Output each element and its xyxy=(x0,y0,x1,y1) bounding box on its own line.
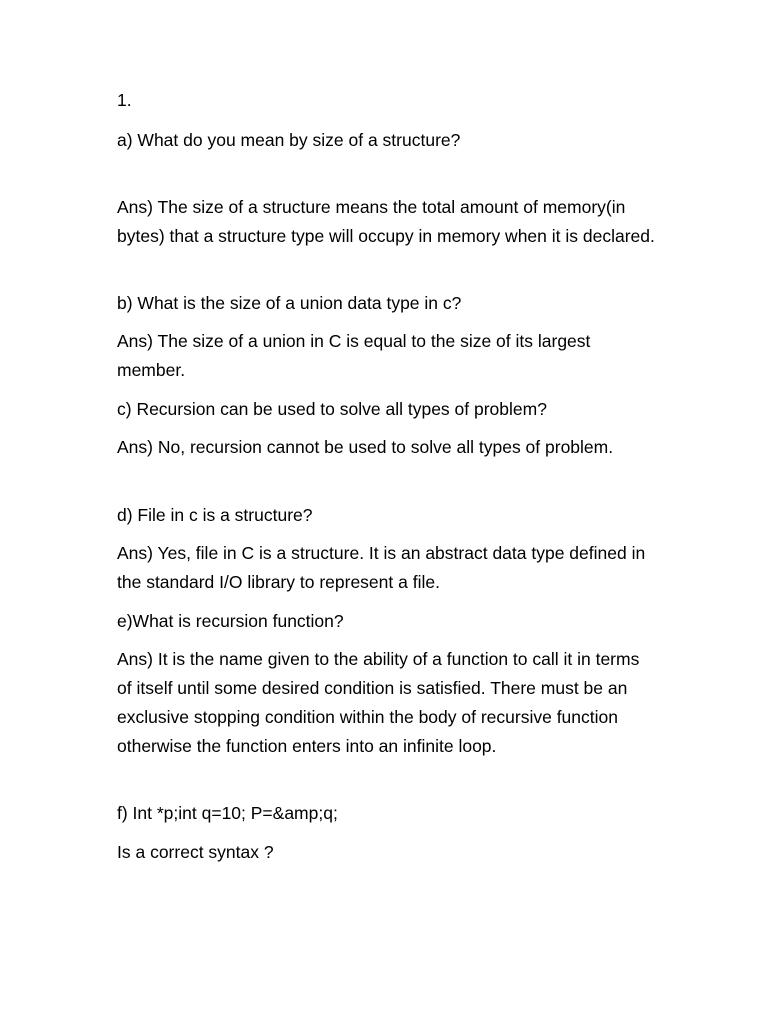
question-number: 1. xyxy=(117,90,132,110)
answer-b: Ans) The size of a union in C is equal to the size of its largest member. xyxy=(117,331,591,380)
question-f: f) Int *p;int q=10; P=&amp;q; xyxy=(117,803,338,823)
answer-d: Ans) Yes, file in C is a structure. It is an abstract data type defined in the standard I/O library to represent a file. xyxy=(117,543,646,592)
answer-c: Ans) No, recursion cannot be used to solve all types of problem. xyxy=(117,437,614,457)
question-d: d) File in c is a structure? xyxy=(117,505,313,525)
question-c: c) Recursion can be used to solve all types of problem? xyxy=(117,399,547,419)
question-b: b) What is the size of a union data type in c? xyxy=(117,293,462,313)
answer-e: Ans) It is the name given to the ability of a function to call it in terms of itself until some desired condition is satisfied. There must be an exclusive stopping condition within the body of recursive function otherwise the function enters into an infinite loop. xyxy=(117,649,640,756)
answer-f: Is a correct syntax ? xyxy=(117,842,274,862)
answer-a: Ans) The size of a structure means the total amount of memory(in bytes) that a structure type will occupy in memory when it is declared. xyxy=(117,197,655,246)
question-a: a) What do you mean by size of a structure? xyxy=(117,130,461,150)
question-e: e)What is recursion function? xyxy=(117,611,344,631)
